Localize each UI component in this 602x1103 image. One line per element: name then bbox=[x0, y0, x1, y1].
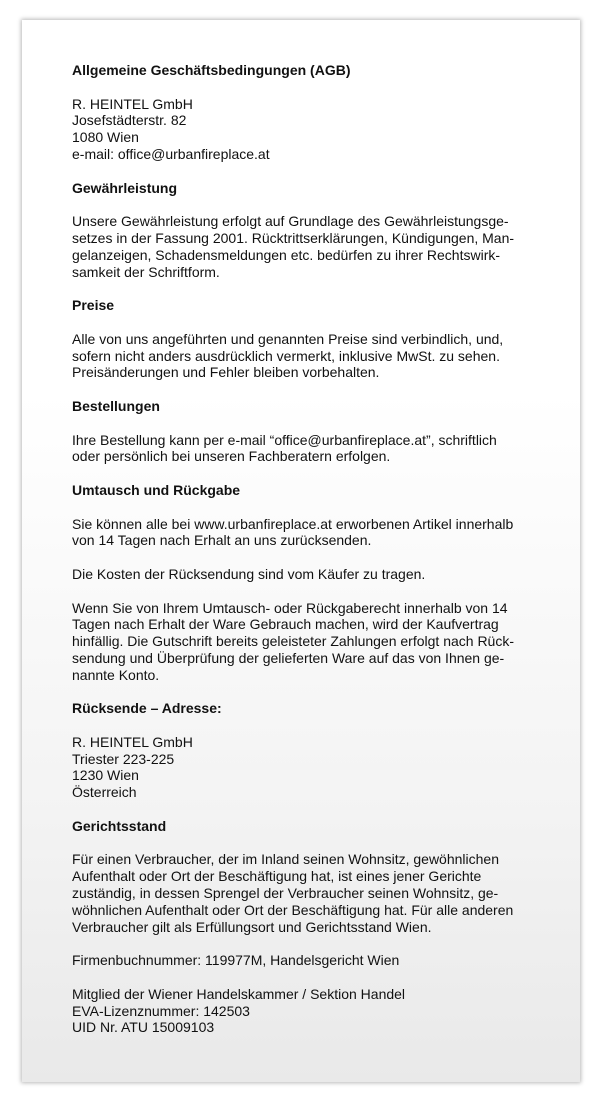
returns-heading: Umtausch und Rückgabe bbox=[72, 481, 241, 498]
return-address-text: R. HEINTEL GmbH Triester 223-225 1230 Wien Österreich bbox=[72, 733, 193, 801]
jurisdiction-text: Für einen Verbraucher, der im Inland seinen Wohnsitz, gewöhnlichen Aufenthalt oder Ort der Beschäftigung hat, ist eines jener Gerichte zuständig, in dessen Sprengel der Verbraucher seinen Wohnsitz, ge- wöhnlichen Aufenthalt oder Ort der Beschäftigung hat. Für alle anderen Verbraucher gilt als Erfüllungsort und Gerichtsstand Wien. bbox=[72, 851, 514, 935]
warranty-text: Unsere Gewährleistung erfolgt auf Grundlage des Gewährleistungsge- setzes in der Fassung 2001. Rücktrittserklärungen, Kündigungen, Man- gelanzeigen, Schadensmeldungen etc. bedürfen zu ihrer Rechtswirk- samkeit der Schriftform. bbox=[72, 213, 515, 280]
jurisdiction-heading: Gerichtsstand bbox=[72, 817, 167, 834]
returns-text-2: Die Kosten der Rücksendung sind vom Käufer zu tragen. bbox=[72, 565, 426, 582]
membership-text: Mitglied der Wiener Handelskammer / Sektion Handel EVA-Lizenznummer: 142503 UID Nr. ATU 15009103 bbox=[72, 985, 406, 1036]
prices-text: Alle von uns angeführten und genannten Preise sind verbindlich, und, sofern nicht anders ausdrücklich vermerkt, inklusive MwSt. zu sehen. Preisänderungen und Fehler bleiben vorbehalten. bbox=[72, 330, 504, 381]
warranty-heading: Gewährleistung bbox=[72, 179, 178, 196]
registry-text: Firmenbuchnummer: 119977M, Handelsgericht Wien bbox=[72, 952, 400, 969]
returns-text-3: Wenn Sie von Ihrem Umtausch- oder Rückgaberecht innerhalb von 14 Tagen nach Erhalt der Ware Gebrauch machen, wird der Kaufvertrag hinfällig. Die Gutschrift bereits geleisteter Zahlungen erfolgt nach Rück- sendung und Überprüfung der gelieferten Ware auf das von Ihnen ge- nannte Konto. bbox=[72, 599, 514, 683]
prices-heading: Preise bbox=[72, 297, 115, 314]
orders-heading: Bestellungen bbox=[72, 397, 160, 414]
document-title: Allgemeine Geschäftsbedingungen (AGB) bbox=[72, 62, 351, 78]
document-page bbox=[22, 20, 580, 1082]
return-address-heading: Rücksende – Adresse: bbox=[72, 700, 222, 717]
orders-text: Ihre Bestellung kann per e-mail “office@urbanfireplace.at”, schriftlich oder persönlich bei unseren Fachberatern erfolgen. bbox=[72, 431, 497, 465]
returns-text-1: Sie können alle bei www.urbanfireplace.at erworbenen Artikel innerhalb von 14 Tagen nach Erhalt an uns zurücksenden. bbox=[72, 515, 514, 549]
document-content bbox=[72, 62, 542, 1053]
company-address: R. HEINTEL GmbH Josefstädterstr. 82 1080 Wien e-mail: office@urbanfireplace.at bbox=[72, 95, 270, 162]
